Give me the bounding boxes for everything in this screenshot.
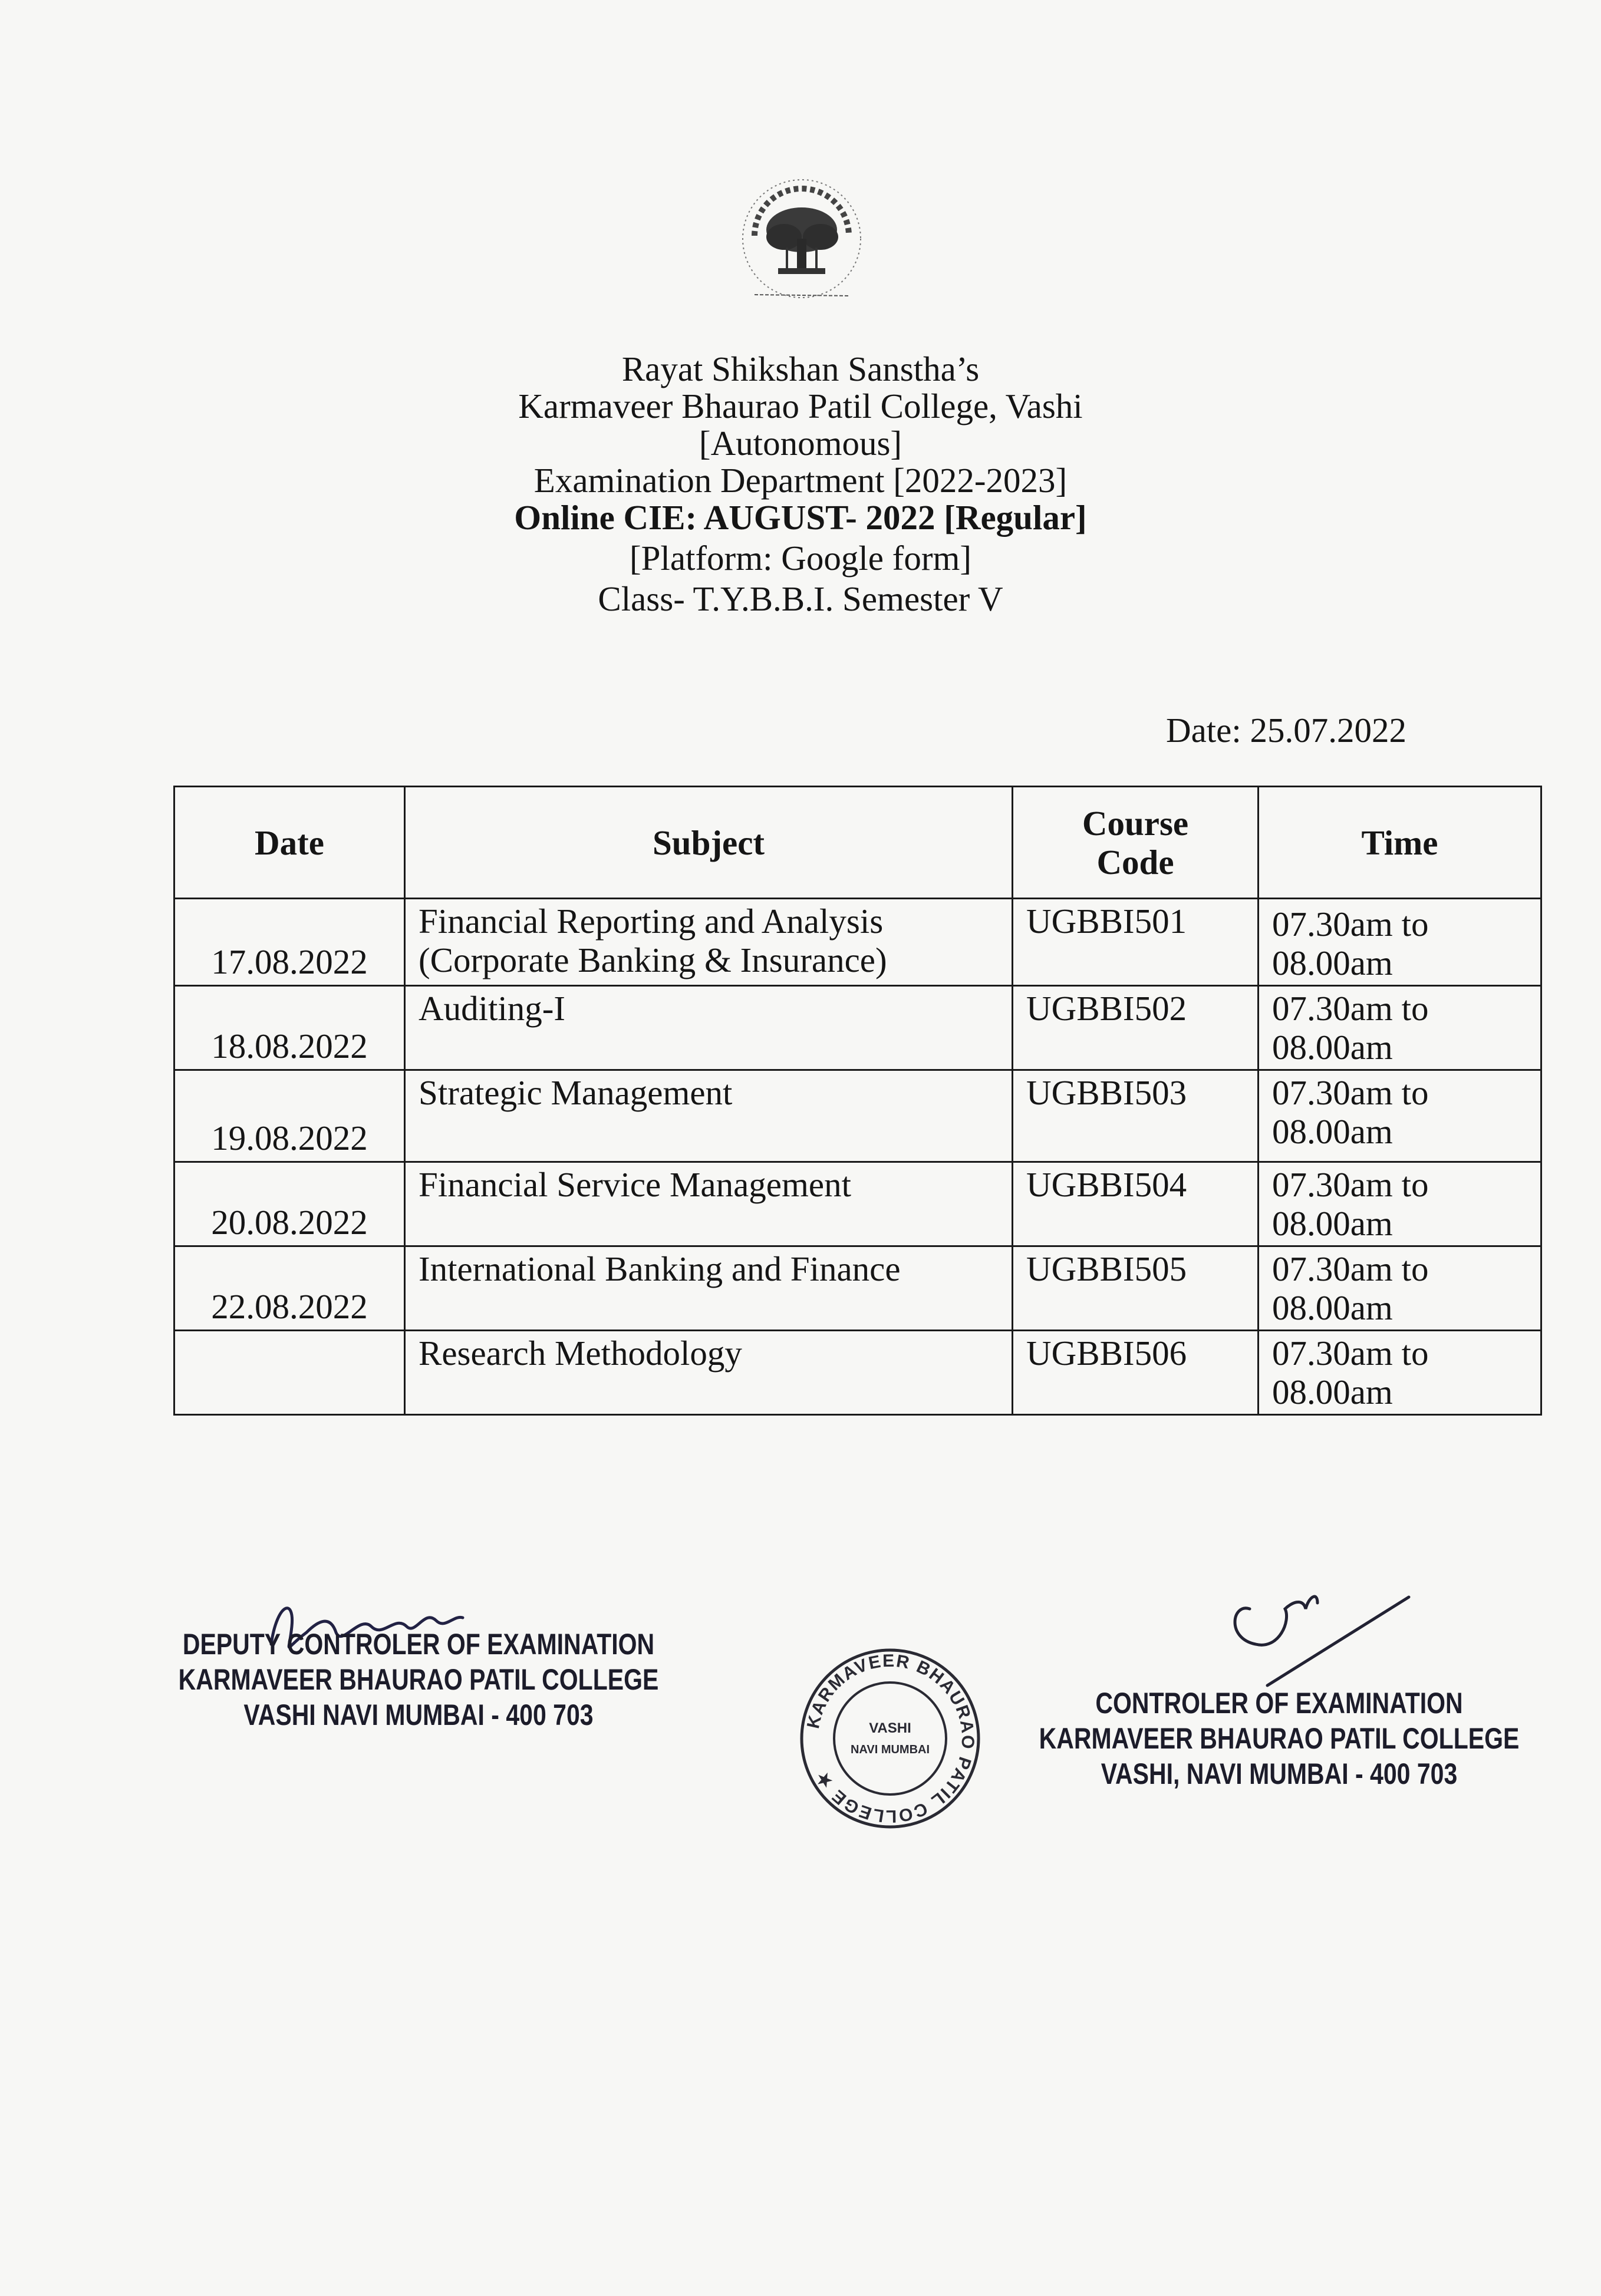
row-time: 07.30am to 08.00am [1259, 1070, 1541, 1162]
row-date: 18.08.2022 [174, 986, 405, 1070]
row-course-code: UGBBI501 [1013, 899, 1259, 986]
table-row [174, 1246, 1541, 1331]
row-subject-line2: (Corporate Banking & Insurance) [419, 941, 887, 979]
row-time: 07.30am to 08.00am [1259, 1246, 1541, 1331]
row-date [174, 1331, 405, 1415]
controller-college: KARMAVEER BHAURAO PATIL COLLEGE [1039, 1722, 1520, 1755]
row-subject: Auditing-I [405, 986, 1013, 1070]
header-subject: Subject [405, 787, 1013, 899]
row-course-code: UGBBI506 [1013, 1331, 1259, 1415]
controller-stamp [1037, 1685, 1521, 1792]
header-society: Rayat Shikshan Sanstha’s [621, 349, 980, 388]
header-course-code-line1: Course [1082, 803, 1189, 843]
row-date: 22.08.2022 [174, 1246, 405, 1331]
issue-date: Date: 25.07.2022 [1165, 711, 1406, 750]
controller-title: CONTROLER OF EXAMINATION [1095, 1687, 1463, 1720]
row-date: 19.08.2022 [174, 1070, 405, 1162]
header-date: Date [174, 787, 405, 899]
row-date: 20.08.2022 [174, 1162, 405, 1246]
table-row [174, 1070, 1541, 1162]
institution-logo [731, 171, 872, 318]
row-course-code: UGBBI505 [1013, 1246, 1259, 1331]
row-course-code: UGBBI502 [1013, 986, 1259, 1070]
deputy-controller-address: VASHI NAVI MUMBAI - 400 703 [243, 1698, 594, 1731]
row-course-code: UGBBI503 [1013, 1070, 1259, 1162]
header-college: Karmaveer Bhaurao Patil College, Vashi [518, 387, 1083, 425]
row-subject: Research Methodology [405, 1331, 1013, 1415]
row-course-code: UGBBI504 [1013, 1162, 1259, 1246]
college-seal [796, 1644, 984, 1833]
row-time: 07.30am to 08.00am [1259, 1162, 1541, 1246]
exam-schedule-table [173, 786, 1542, 1416]
header-platform: [Platform: Google form] [629, 539, 972, 578]
svg-text:NAVI MUMBAI: NAVI MUMBAI [850, 1743, 930, 1756]
table-header-row [174, 787, 1541, 899]
document-header [0, 351, 1601, 618]
header-status: [Autonomous] [699, 424, 902, 463]
deputy-controller-title: DEPUTY CONTROLER OF EXAMINATION [182, 1628, 655, 1661]
header-department: Examination Department [2022-2023] [533, 461, 1068, 500]
row-subject: International Banking and Finance [405, 1246, 1013, 1331]
deputy-controller-stamp [177, 1627, 660, 1733]
row-date: 17.08.2022 [174, 899, 405, 986]
header-class: Class- T.Y.B.B.I. Semester V [598, 579, 1003, 618]
row-subject: Financial Service Management [405, 1162, 1013, 1246]
deputy-controller-college: KARMAVEER BHAURAO PATIL COLLEGE [178, 1663, 659, 1696]
row-time: 07.30am to 08.00am [1259, 899, 1541, 986]
controller-address: VASHI, NAVI MUMBAI - 400 703 [1101, 1757, 1458, 1790]
header-exam-title: Online CIE: AUGUST- 2022 [Regular] [514, 498, 1087, 537]
table-row [174, 1162, 1541, 1246]
row-subject [405, 899, 1013, 986]
row-subject-line1: Financial Reporting and Analysis [419, 902, 884, 941]
row-time: 07.30am to 08.00am [1259, 986, 1541, 1070]
table-row [174, 986, 1541, 1070]
row-time: 07.30am to 08.00am [1259, 1331, 1541, 1415]
table-row [174, 1331, 1541, 1415]
row-subject: Strategic Management [405, 1070, 1013, 1162]
svg-text:KARMAVEER BHAURAO PATIL COLLEG: KARMAVEER BHAURAO PATIL COLLEGE ★ [803, 1651, 978, 1826]
table-row [174, 899, 1541, 986]
header-time: Time [1259, 787, 1541, 899]
header-course-code [1013, 787, 1259, 899]
header-course-code-line2: Code [1096, 842, 1174, 882]
svg-text:VASHI: VASHI [869, 1720, 911, 1736]
